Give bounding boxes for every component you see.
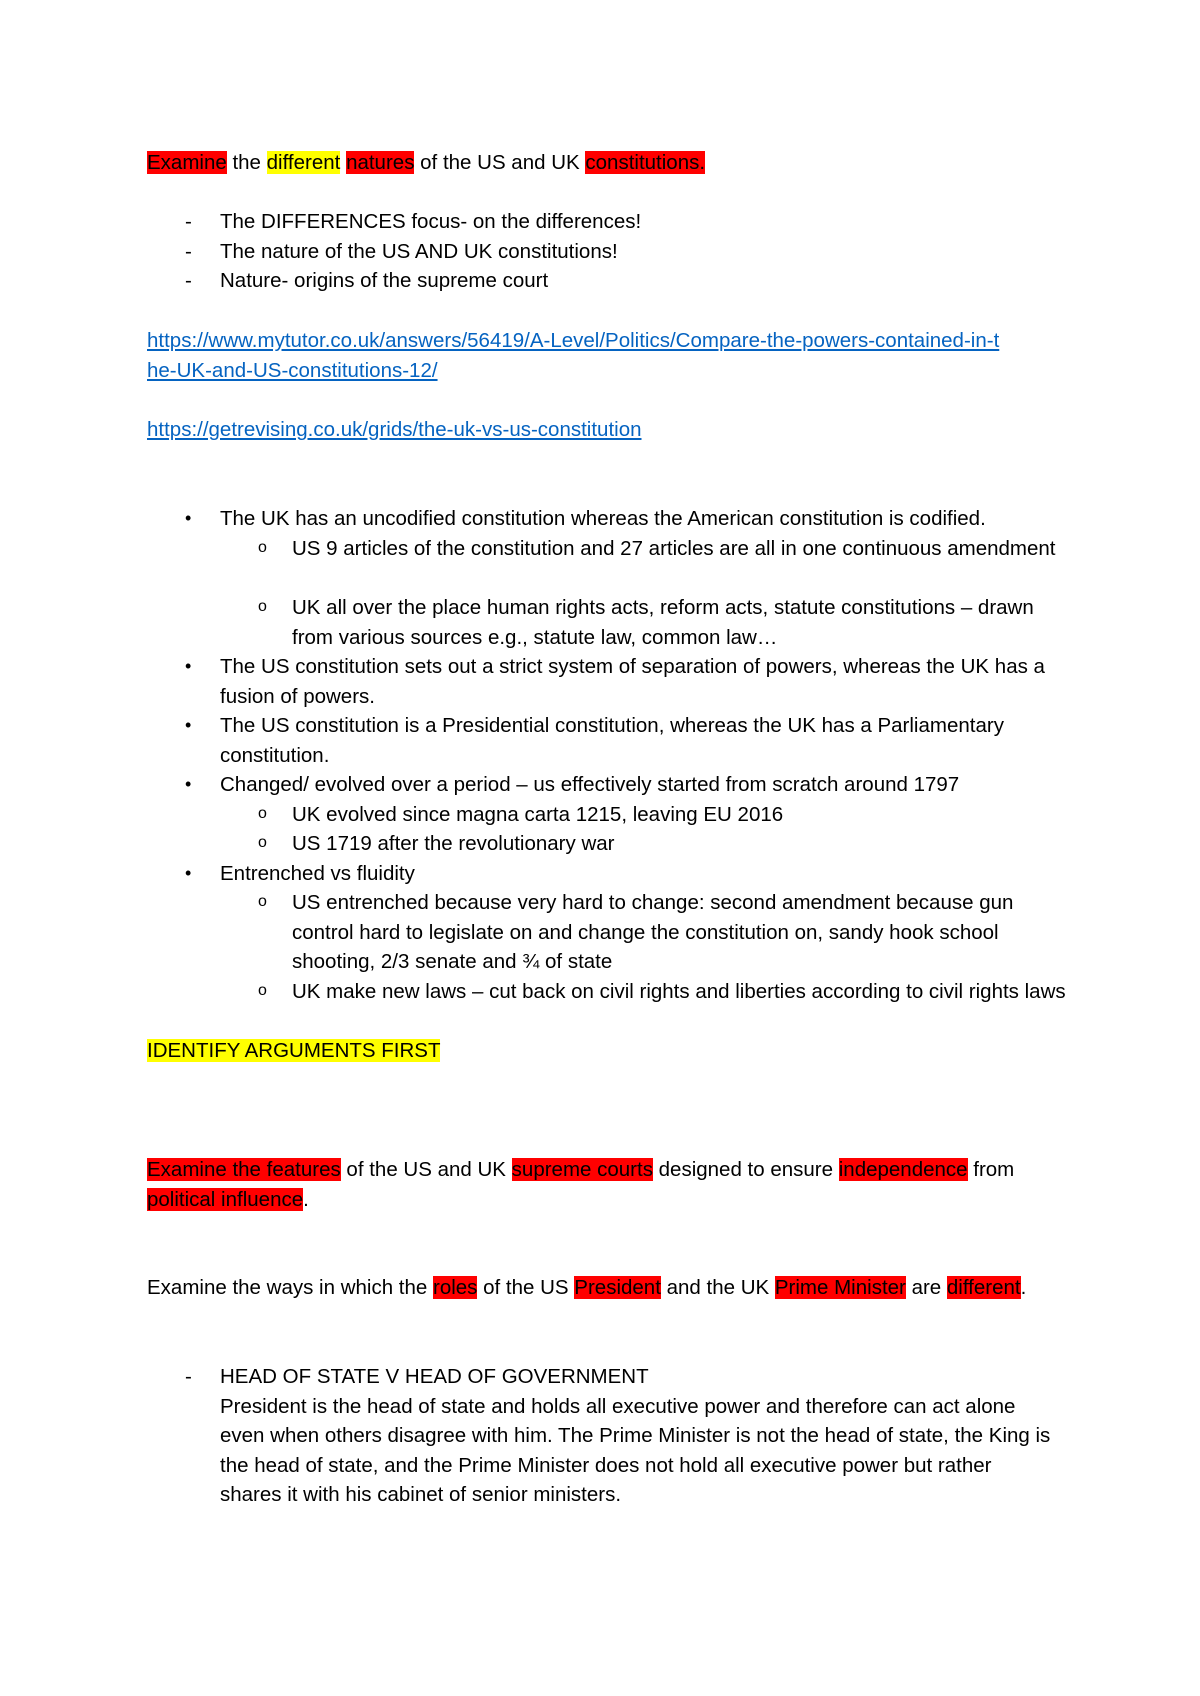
highlight-different: different (266, 151, 341, 174)
sub-list-item: o US 9 articles of the constitution and 27 articles are all in one continuous amendment (258, 537, 1056, 560)
bullet-list-item: • The US constitution is a Presidential constitution, whereas the UK has a Parliamentary constitution. (185, 714, 1004, 767)
getrevising-link[interactable]: https://getrevising.co.uk/grids/the-uk-vs-us-constitution (147, 418, 642, 441)
highlight-president: President (574, 1276, 661, 1299)
dash-list-item: - Nature- origins of the supreme court (185, 269, 549, 292)
highlight-constitutions: constitutions. (585, 151, 706, 174)
identify-note (147, 1036, 1087, 1066)
highlight-natures: natures (346, 151, 415, 174)
bullet-list-item: • The UK has an uncodified constitution whereas the American constitution is codified. (185, 507, 986, 530)
link-paragraph-mytutor (147, 326, 1007, 385)
bullet-list-item: • The US constitution sets out a strict system of separation of powers, whereas the UK has a fusion of powers. (185, 655, 1045, 708)
head-of-state-heading: HEAD OF STATE V HEAD OF GOVERNMENT (220, 1365, 649, 1388)
bullet-list-item: • Entrenched vs fluidity (185, 862, 415, 885)
mytutor-link[interactable]: https://www.mytutor.co.uk/answers/56419/A-Level/Politics/Compare-the-powers-contained-in-the-UK-and-US-constitutions-12/ (147, 329, 1000, 382)
sub-list-item: o UK make new laws – cut back on civil rights and liberties according to civil rights laws (258, 980, 1066, 1003)
question-3-heading: Examine the ways in which the roles of the US President and the UK Prime Minister are different. (147, 1276, 1027, 1299)
highlight-political-influence: political influence (147, 1187, 304, 1211)
question-1-heading: Examine the different natures of the US and UK constitutions. (147, 151, 706, 174)
highlight-supreme-courts: supreme courts (511, 1158, 653, 1181)
head-of-state-body: President is the head of state and holds all executive power and therefore can act alone even when others disagree with him. The Prime Minister is not the head of state, the King is the head of state, and the Prime Minister does not hold all executive power but rather shares it with his cabinet of senior ministers. (220, 1394, 1051, 1506)
sub-list-item: o UK evolved since magna carta 1215, leaving EU 2016 (258, 803, 784, 826)
bullet-list-item: • Changed/ evolved over a period – us effectively started from scratch around 1797 (185, 773, 960, 796)
sub-list-item: o UK all over the place human rights acts, reform acts, statute constitutions – drawn from various sources e.g., statute law, common law… (258, 596, 1034, 649)
highlight-different-2: different (946, 1276, 1021, 1299)
sub-list-item: o US entrenched because very hard to change: second amendment because gun control hard to legislate on and change the constitution on, sandy hook school shooting, 2/3 senate and ¾ of state (258, 891, 1014, 973)
sub-list-item: o US 1719 after the revolutionary war (258, 832, 615, 855)
highlight-prime-minister: Prime Minister (774, 1276, 906, 1299)
question-2-heading: Examine the features of the US and UK supreme courts designed to ensure independence from political influence. (147, 1158, 1015, 1211)
highlight-identify-arguments: IDENTIFY ARGUMENTS FIRST (147, 1039, 441, 1062)
link-paragraph-getrevising (147, 415, 1087, 445)
dash-list-item: - The DIFFERENCES focus- on the differences! (185, 210, 642, 233)
dash-list-item: - The nature of the US AND UK constitutions! (185, 240, 618, 263)
highlight-examine-features: Examine the features (147, 1158, 341, 1181)
highlight-examine: Examine (147, 151, 227, 174)
highlight-roles: roles (433, 1276, 478, 1299)
highlight-independence: independence (838, 1158, 968, 1181)
dash-list-item: - HEAD OF STATE V HEAD OF GOVERNMENT President is the head of state and holds all executive power and therefore can act alone even when others disagree with him. The Prime Minister is not the head of state, the King is the head of state, and the Prime Minister does not hold all executive power but rather shares it with his cabinet of senior ministers. (185, 1362, 1055, 1510)
